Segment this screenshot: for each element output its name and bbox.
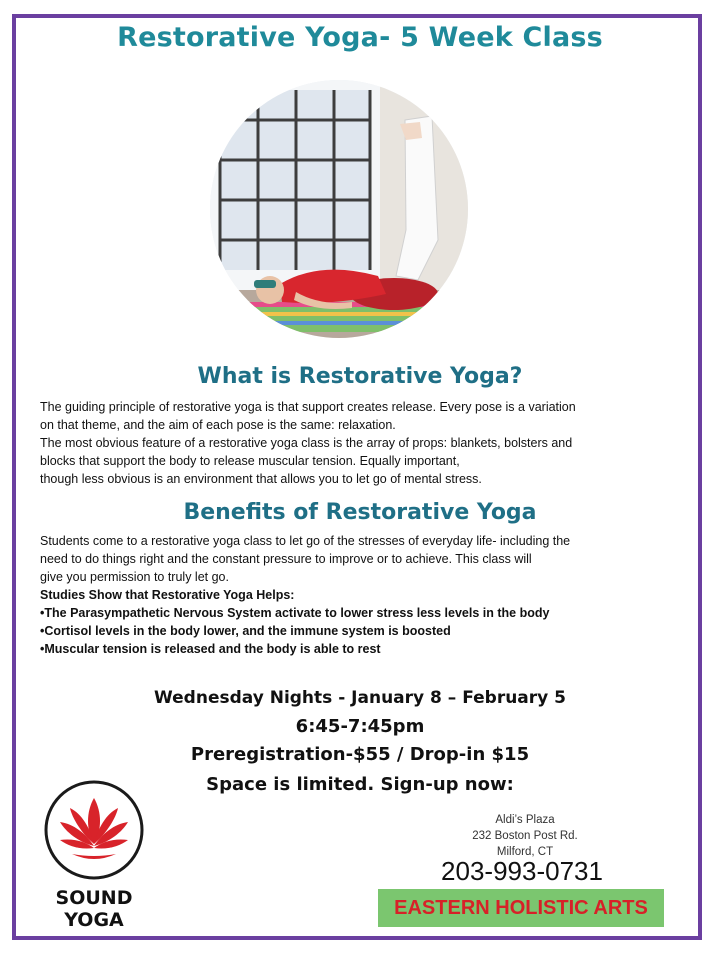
- sound-yoga-logo: [42, 778, 146, 932]
- paragraph-line: blocks that support the body to release muscular tension. Equally important,: [40, 454, 460, 468]
- event-price: Preregistration-$55 / Drop-in $15: [190, 744, 530, 765]
- business-banner: EASTERN HOLISTIC ARTS: [378, 889, 664, 927]
- paragraph-line: give you permission to truly let go.: [40, 570, 229, 584]
- benefit-bullet: •Muscular tension is released and the body is able to rest: [40, 642, 381, 656]
- address: [455, 812, 595, 860]
- address-line: Milford, CT: [496, 846, 554, 858]
- event-cta: Space is limited. Sign-up now:: [206, 774, 514, 795]
- paragraph-line: The most obvious feature of a restorative yoga class is the array of props: blankets, bolsters and: [40, 436, 573, 450]
- benefit-bullet: •Cortisol levels in the body lower, and the immune system is boosted: [40, 624, 451, 638]
- address-line: Aldi’s Plaza: [495, 814, 555, 826]
- paragraph-line: need to do things right and the constant pressure to improve or to achieve. This class will: [40, 552, 532, 566]
- paragraph-line: on that theme, and the aim of each pose is the same: relaxation.: [40, 418, 396, 432]
- lotus-icon: [42, 778, 146, 882]
- phone-number: 203-993-0731: [441, 856, 603, 886]
- paragraph-line: though less obvious is an environment that allows you to let go of mental stress.: [40, 472, 482, 486]
- page-title: Restorative Yoga- 5 Week Class: [117, 22, 603, 53]
- logo-line-2: YOGA: [64, 909, 124, 931]
- section-body-benefits: [40, 532, 690, 658]
- section-heading-what: What is Restorative Yoga?: [197, 364, 523, 389]
- section-body-what: [40, 398, 690, 488]
- section-heading-benefits: Benefits of Restorative Yoga: [183, 500, 537, 525]
- yoga-photo: [210, 80, 468, 338]
- studies-heading: Studies Show that Restorative Yoga Helps:: [40, 588, 295, 602]
- logo-line-1: SOUND: [55, 887, 133, 909]
- benefit-bullet: •The Parasympathetic Nervous System activate to lower stress less levels in the body: [40, 606, 550, 620]
- paragraph-line: Students come to a restorative yoga class to let go of the stresses of everyday life- including the: [40, 534, 571, 548]
- event-time: 6:45-7:45pm: [295, 716, 425, 737]
- address-line: 232 Boston Post Rd.: [472, 830, 578, 842]
- paragraph-line: The guiding principle of restorative yoga is that support creates release. Every pose is a variation: [40, 400, 576, 414]
- event-dates: Wednesday Nights - January 8 – February 5: [154, 688, 566, 708]
